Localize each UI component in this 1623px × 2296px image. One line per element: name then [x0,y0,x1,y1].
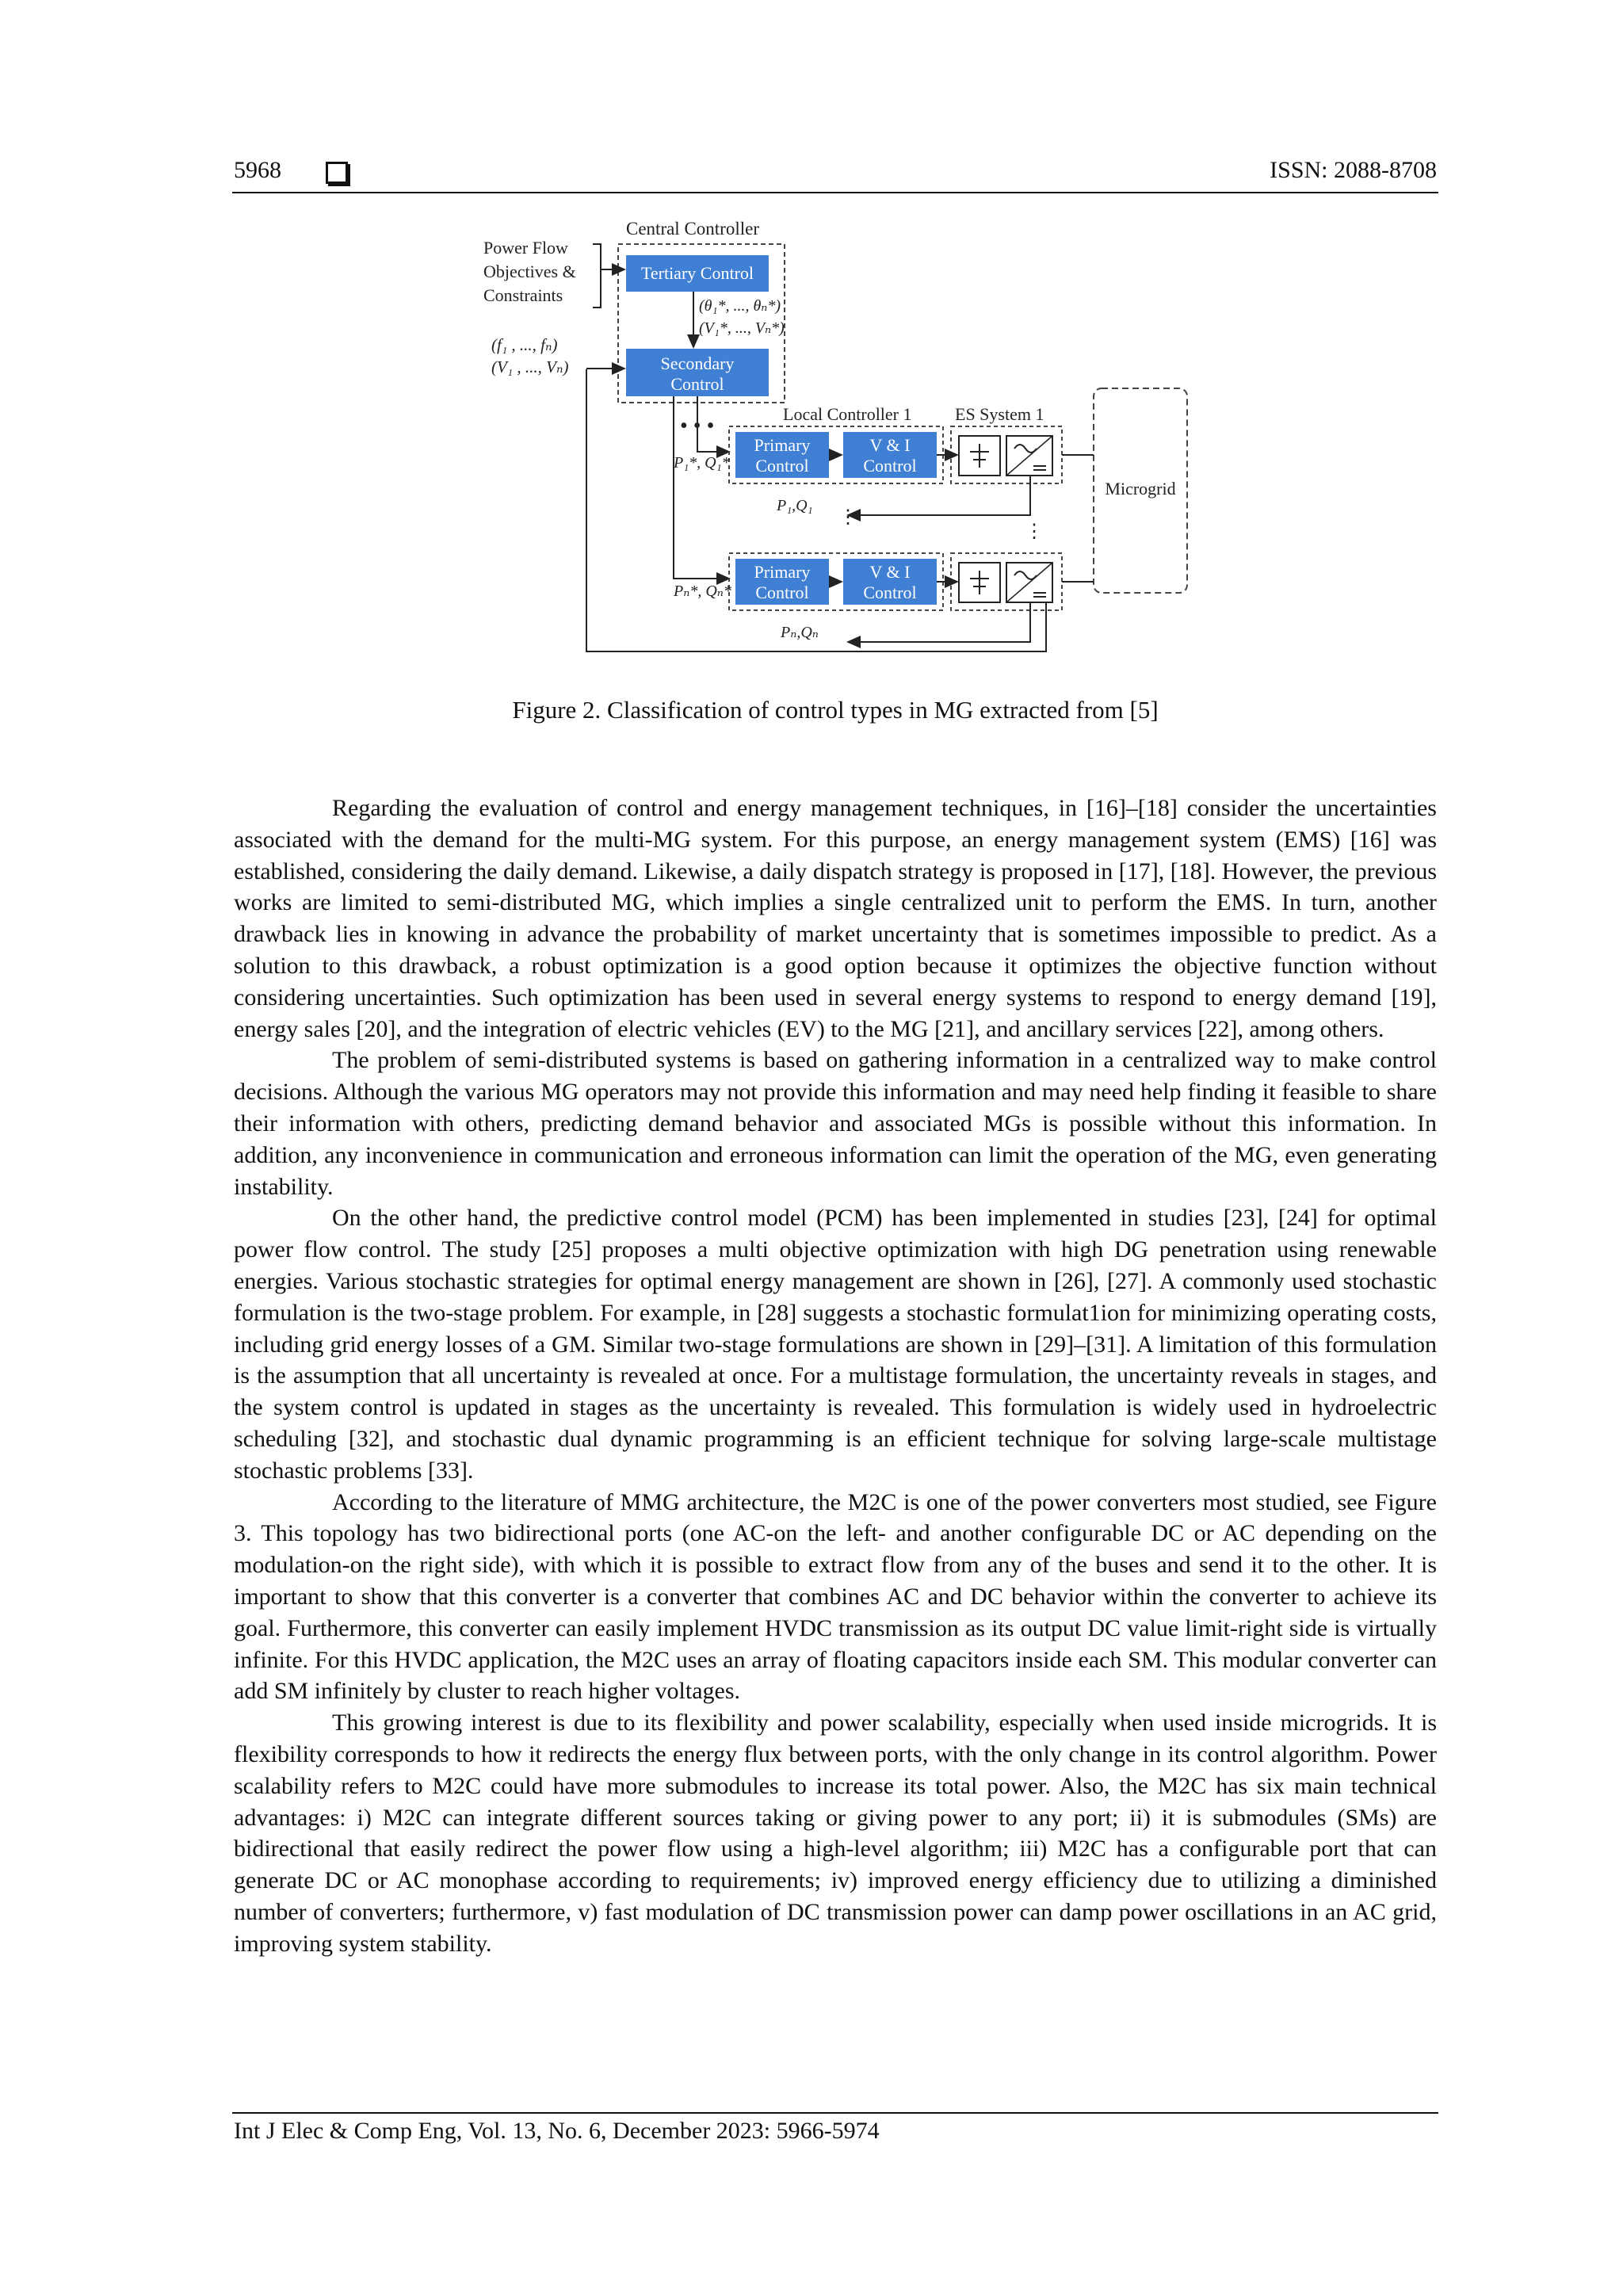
vi-control-1-label-2: Control [863,456,917,476]
primary-control-n-label-1: Primary [754,562,811,582]
checkbox-ornament-icon [326,162,348,184]
vi-control-n-label-1: V & I [869,562,911,582]
page-number: 5968 [234,157,281,183]
tertiary-control-label: Tertiary Control [640,263,754,283]
secondary-control-label-1: Secondary [660,353,735,373]
issn: ISSN: 2088-8708 [1270,157,1437,183]
voltage-setpoints: (V₁*, ..., Vₙ*) [699,319,785,337]
pn-qn-measured: Pₙ,Qₙ [781,624,819,641]
power-flow-brace [593,244,601,308]
theta-setpoints: (θ₁*, ..., θₙ*) [699,297,781,315]
paragraph: According to the literature of MMG architecture, the M2C is one of the power converters most studied, see Figure 3. This topology has two bidirectional ports (one AC-on the left- and another configurable DC or AC depending on the modulation-on the right side), with which it is possible to extract flow from any of the buses and send it to the other. It is important to show that this converter is a converter that combines AC and DC behavior within the converter to achieve its goal. Furthermore, this converter can easily implement HVDC transmission as its output DC value limit-right side is virtually infinite. For this HVDC application, the M2C uses an array of floating capacitors inside each SM. This modular converter can add SM infinitely by cluster to reach higher voltages. [234,1488,1437,1705]
control-hierarchy-diagram [475,214,1205,658]
paragraph: On the other hand, the predictive control model (PCM) has been implemented in studies [23], [24] for optimal power flow control. The study [25] proposes a multi objective optimization with high DG penetration using renewable energies. Various stochastic strategies for optimal energy management are shown in [26], [27]. A commonly used stochastic formulation is the two-stage problem. For example, in [28] suggests a stochastic formulat1ion for minimizing operating costs, including grid energy losses of a GM. Similar two-stage formulations are shown in [29]–[31]. A limitation of this formulation is the assumption that all uncertainty is revealed at once. For a multistage formulation, the uncertainty reveals in stages, and the system control is updated in stages as the uncertainty is revealed. This formulation is widely used in hydroelectric scheduling [32], and stochastic dual dynamic programming is an efficient technique for solving large-scale multistage stochastic problems [33]. [234,1205,1437,1484]
power-flow-label-1: Power Flow [483,238,568,258]
vertical-ellipsis-es: ⋮ [1025,521,1044,542]
power-flow-label-2: Objectives & [483,262,576,281]
page-footer: Int J Elec & Comp Eng, Vol. 13, No. 6, December 2023: 5966-5974 [234,2118,880,2144]
es-system-label: ES System 1 [955,404,1044,424]
paragraph: The problem of semi-distributed systems is based on gathering information in a centralized way to make control decisions. Although the various MG operators may not provide this information and may need help finding it feasible to share their information with others, predicting demand behavior and associated MGs is possible without this information. In addition, any inconvenience in communication and erroneous information can limit the operation of the MG, even generating instability. [234,1047,1437,1200]
vi-control-n-label-2: Control [863,583,917,602]
primary-control-1-label-2: Control [755,456,809,476]
header-rule [232,192,1438,193]
figure-caption: Figure 2. Classification of control types in MG extracted from [5] [512,696,1159,724]
frequency-measurements: (f₁ , ..., fₙ) [491,335,558,354]
primary-control-1-label-1: Primary [754,435,811,455]
primary-control-n-label-2: Control [755,583,809,602]
power-flow-label-3: Constraints [483,285,563,305]
secondary-control-label-2: Control [670,374,724,394]
pn-qn-reference: Pₙ*, Qₙ* [674,583,731,600]
vi-control-1-label-1: V & I [869,435,911,455]
body-text [234,793,1437,1959]
footer-rule [232,2112,1438,2114]
paragraph: This growing interest is due to its flexibility and power scalability, especially when used inside microgrids. It is flexibility corresponds to how it redirects the energy flux between ports, with the only change in its control algorithm. Power scalability refers to M2C could have more submodules to increase its total power. Also, the M2C has six main technical advantages: i) M2C can integrate different sources taking or giving power to any port; ii) it is submodules (SMs) are bidirectional that easily redirect the power flow using a high-level algorithm; iii) M2C has a configurable port that can generate DC or AC monophase according to requirements; iv) improved energy efficiency due to utilizing a diminished number of converters; furthermore, v) fast modulation of DC transmission power can damp power oscillations in an AC grid, improving system stability. [234,1710,1437,1957]
p1-q1-measured: P₁,Q₁ [777,497,813,514]
pn-qn-feedback-arrow [848,602,1030,642]
microgrid-label: Microgrid [1105,479,1176,499]
page-header [234,157,1437,189]
ellipsis-controllers: • • • [680,414,715,438]
local-controller-label: Local Controller 1 [783,404,912,424]
central-controller-label: Central Controller [626,219,759,239]
voltage-measurements: (V₁ , ..., Vₙ) [491,357,569,376]
p1-q1-reference: P₁*, Q₁* [674,454,730,472]
figure-2 [475,214,1205,658]
vertical-ellipsis-controllers: ⋮ [838,507,857,528]
p1-q1-feedback-arrow [848,476,1030,515]
paragraph: Regarding the evaluation of control and energy management techniques, in [16]–[18] consider the uncertainties associated with the demand for the multi-MG system. For this purpose, an energy management system (EMS) [16] was established, considering the daily demand. Likewise, a daily dispatch strategy is proposed in [17], [18]. However, the previous works are limited to semi-distributed MG, which implies a single centralized unit to perform the EMS. In turn, another drawback lies in knowing in advance the probability of market uncertainty that is sometimes impossible to predict. As a solution to this drawback, a robust optimization is a good option because it optimizes the objective function without considering uncertainties. Such optimization has been used in several energy systems to respond to energy demand [19], energy sales [20], and the integration of electric vehicles (EV) to the MG [21], and ancillary services [22], among others. [234,795,1437,1042]
